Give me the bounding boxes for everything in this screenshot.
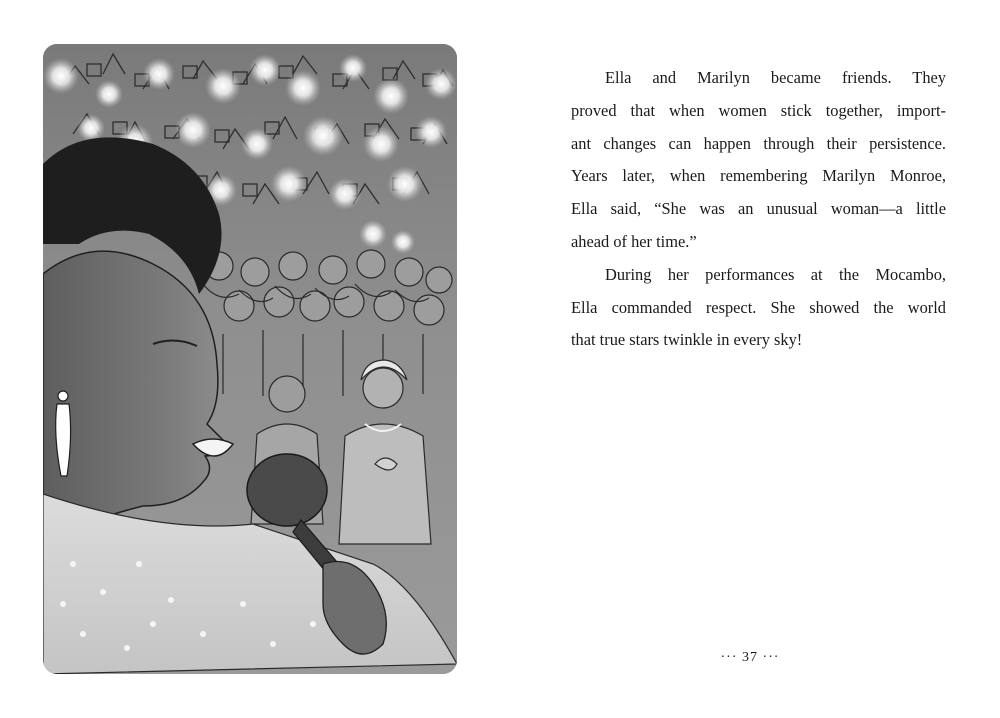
text-line: ant changes can happen through their persistence. [571, 133, 946, 153]
text-line: proved that when women stick together, import- [571, 100, 946, 120]
page-number: ··· 37 ··· [720, 650, 780, 665]
text-line: During her performances at the Mocambo, [605, 264, 946, 284]
text-line: that true stars twinkle in every sky! [571, 330, 803, 350]
text-line: ahead of her time.” [571, 231, 697, 251]
text-line: Ella said, “She was an unusual woman—a little [571, 199, 946, 219]
text-line: Ella and Marilyn became friends. They [605, 68, 946, 87]
book-illustration [43, 44, 457, 674]
illustration-canvas [43, 44, 457, 674]
text-line: Years later, when remembering Marilyn Monroe, [571, 166, 946, 186]
page-text [571, 62, 946, 357]
text-line: Ella commanded respect. She showed the world [571, 297, 946, 317]
paragraph-1 [571, 62, 946, 259]
paragraph-2 [571, 259, 946, 357]
